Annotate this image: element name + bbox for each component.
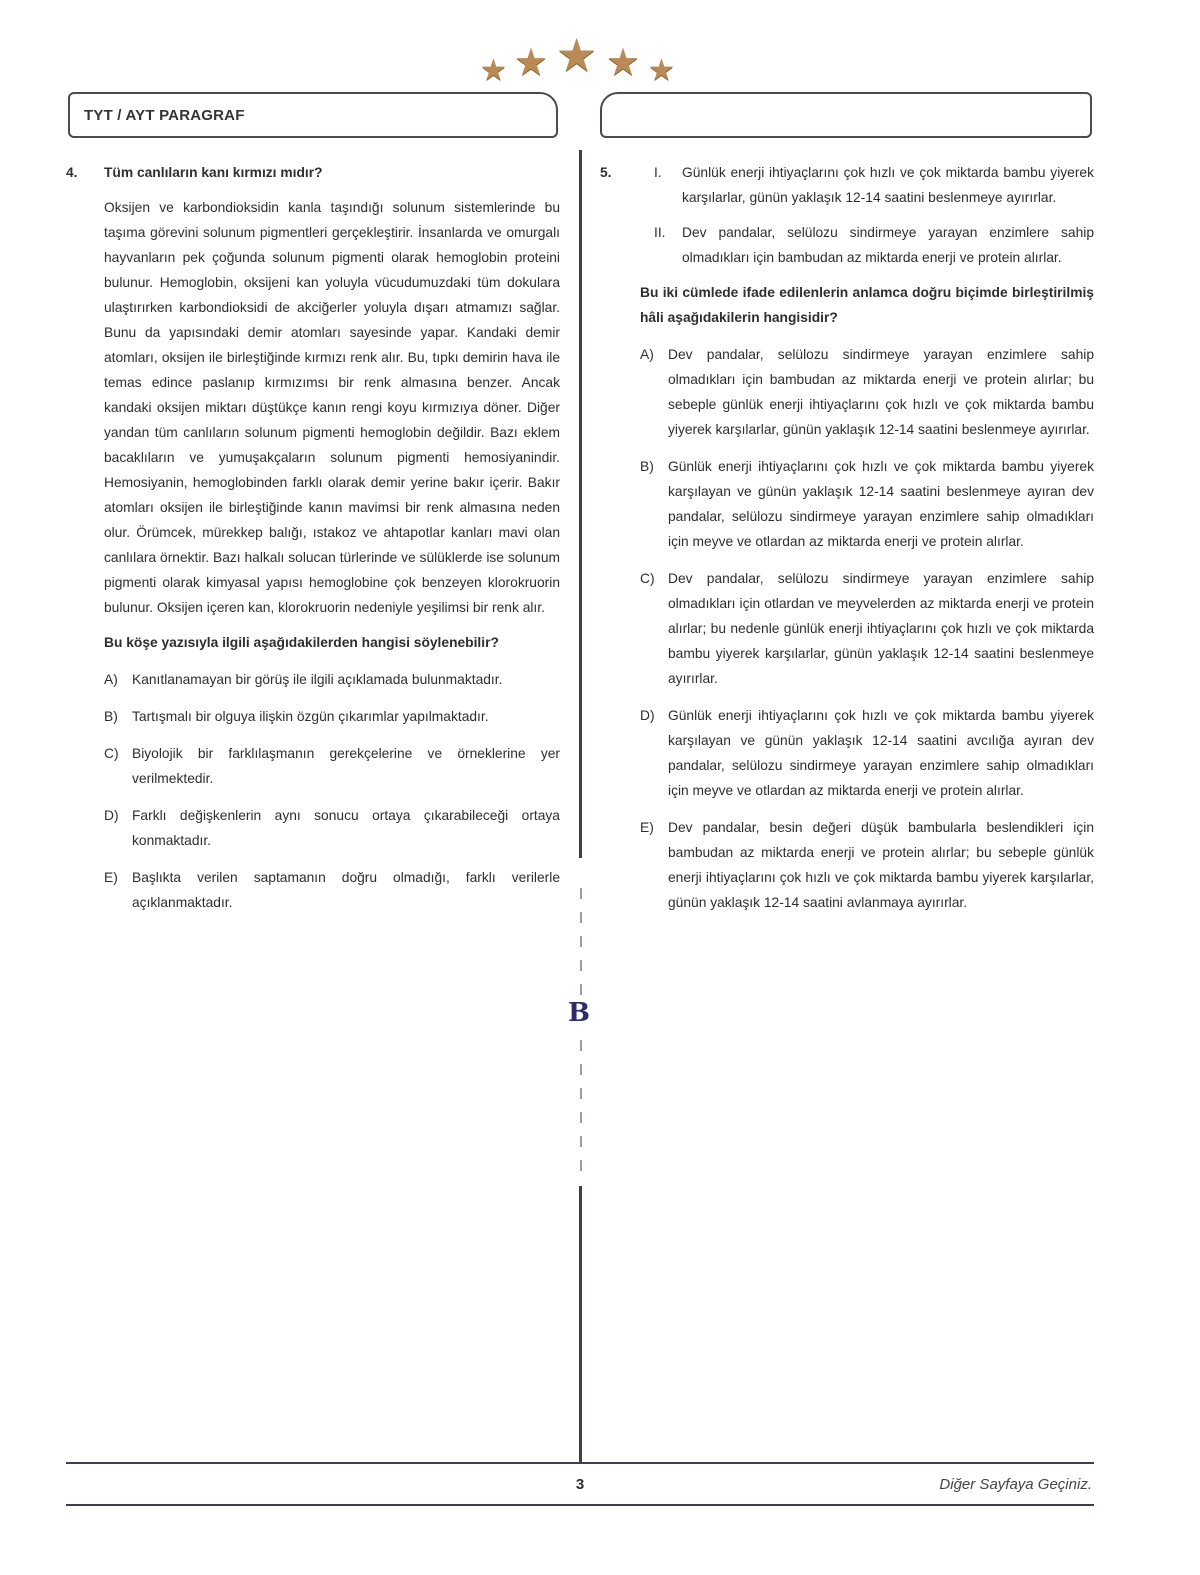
question-stem: Bu köşe yazısıyla ilgili aşağıdakilerden hangisi söylenebilir? xyxy=(104,635,499,650)
column-divider xyxy=(579,150,582,858)
statement-number: II. xyxy=(654,225,666,240)
answer-option-d[interactable] xyxy=(104,803,560,853)
next-page-note: Diğer Sayfaya Geçiniz. xyxy=(939,1476,1092,1493)
answer-option-b[interactable] xyxy=(104,704,560,729)
option-letter: B) xyxy=(640,459,654,474)
option-text: Biyolojik bir farklılaşmanın gerekçelerine ve örneklerine yer verilmektedir. xyxy=(132,746,560,786)
divider-dash xyxy=(580,912,582,923)
answer-option-e[interactable] xyxy=(640,815,1094,915)
divider-dash xyxy=(580,1040,582,1051)
header-stars xyxy=(480,29,680,87)
footer-rule xyxy=(66,1504,1094,1506)
option-text: Tartışmalı bir olguya ilişkin özgün çıkarımlar yapılmaktadır. xyxy=(132,709,489,724)
option-text: Günlük enerji ihtiyaçlarını çok hızlı ve çok miktarda bambu yiyerek karşılayan ve günün yaklaşık 12-14 saatini avcılığa ayıran dev pandalar, selülozu sindirmeye yarayan enzimlere sahip olmadıkları için meyve ve otlardan az miktarda enerji ve protein alırlar. xyxy=(668,708,1094,798)
option-text: Dev pandalar, besin değeri düşük bambularla beslendikleri için bambudan az miktarda enerji ve protein alırlar; bu sebeple günlük enerji ihtiyaçlarını çok hızlı ve çok miktarda bambu yiyerek karşılarlar, günün yaklaşık 12-14 saatini avlanmaya ayırırlar. xyxy=(668,820,1094,910)
option-text: Dev pandalar, selülozu sindirmeye yarayan enzimlere sahip olmadıkları için otlardan ve meyvelerden az miktarda enerji ve protein alırlar; bu nedenle günlük enerji ihtiyaçlarını çok hızlı ve çok miktarda bambu yiyerek karşılarlar, günün yaklaşık 12-14 saatini beslenmeye ayırırlar. xyxy=(668,571,1094,686)
bookmark-logo-icon: B xyxy=(568,998,590,1028)
option-letter: D) xyxy=(104,808,119,823)
statement-number: I. xyxy=(654,165,662,180)
answer-option-a[interactable] xyxy=(104,667,560,692)
option-letter: E) xyxy=(640,820,654,835)
divider-dash xyxy=(580,1064,582,1075)
option-letter: A) xyxy=(104,672,118,687)
question-5 xyxy=(600,160,1094,927)
divider-dash xyxy=(580,960,582,971)
option-letter: B) xyxy=(104,709,118,724)
answer-options xyxy=(104,667,560,915)
option-letter: C) xyxy=(640,571,655,586)
reading-paragraph: Oksijen ve karbondioksidin kanla taşındığı solunum sistemlerinde bu taşıma görevini solunum pigmentleri gerçekleştirir. İnsanlarda ve omurgalı hayvanların pek çoğunda solunum pigmenti olarak hemoglobin proteini bulunur. Hemoglobin, oksijeni kan yoluyla vücudumuzdaki tüm dokulara ulaştırırken karbondioksidi de akciğerler yoluyla dışarı atmamızı sağlar. Bunu da yapısındaki demir atomları sayesinde yapar. Kandaki demir atomları, oksijen ile birleştiğinde kırmızı renk alır. Bu, tıpkı demirin hava ile temas edince paslanıp kırmızımsı bir renk almasına benzer. Ancak kandaki oksijen miktarı düştükçe kanın rengi koyu kırmızıya döner. Diğer yandan tüm canlıların solunum pigmenti hemoglobin değildir. Bazı eklem bacaklıların ve yumuşakçaların solunum pigmenti hemosiyanindir. Hemosiyanin, hemoglobinden farklı olarak demir yerine bakır içerir. Bakır atomları oksijen ile birleştiğinde kanın mavimsi bir renk almasına neden olur. Örümcek, mürekkep balığı, ıstakoz ve ahtapotlar kanları mavi olan canlılara örnektir. Bazı halkalı solucan türlerinde ve sülüklerde ise solunum pigmenti olarak kimyasal yapısı hemoglobine çok benzeyen klorokruorin bulunur. Oksijen içeren kan, klorokruorin nedeniyle yeşilimsi bir renk alır. xyxy=(104,200,560,615)
divider-dash xyxy=(580,1088,582,1099)
column-divider xyxy=(579,1186,582,1463)
footer-rule xyxy=(66,1462,1094,1464)
question-number: 5. xyxy=(600,165,612,180)
answer-options xyxy=(640,342,1094,915)
page-number: 3 xyxy=(575,1476,585,1493)
answer-option-e[interactable] xyxy=(104,865,560,915)
answer-option-c[interactable] xyxy=(640,566,1094,691)
statement-item xyxy=(640,160,1094,210)
statement-text: Günlük enerji ihtiyaçlarını çok hızlı ve çok miktarda bambu yiyerek karşılarlar, günün yaklaşık 12-14 saatini beslenmeye ayırırlar. xyxy=(682,165,1094,205)
question-body xyxy=(104,160,560,915)
section-header-right xyxy=(600,92,1092,138)
question-number: 4. xyxy=(66,165,78,180)
section-title: TYT / AYT PARAGRAF xyxy=(84,107,245,124)
option-letter: D) xyxy=(640,708,655,723)
option-text: Başlıkta verilen saptamanın doğru olmadığı, farklı verilerle açıklanmaktadır. xyxy=(132,870,560,910)
star-icon: ★ xyxy=(606,42,641,84)
option-letter: C) xyxy=(104,746,119,761)
question-4 xyxy=(66,160,560,927)
statement-text: Dev pandalar, selülozu sindirmeye yarayan enzimlere sahip olmadıkları için bambudan az miktarda enerji ve protein alırlar. xyxy=(682,225,1094,265)
answer-option-c[interactable] xyxy=(104,741,560,791)
question-stem: Bu iki cümlede ifade edilenlerin anlamca doğru biçimde birleştirilmiş hâli aşağıdakilerin hangisidir? xyxy=(640,285,1094,325)
statement-list xyxy=(640,160,1094,270)
star-icon: ★ xyxy=(648,54,675,87)
star-icon: ★ xyxy=(556,29,598,81)
option-letter: A) xyxy=(640,347,654,362)
option-text: Dev pandalar, selülozu sindirmeye yarayan enzimlere sahip olmadıkları için bambudan az miktarda enerji ve protein alırlar; bu sebeple günlük enerji ihtiyaçlarını çok hızlı ve çok miktarda bambu yiyerek karşılarlar, günün yaklaşık 12-14 saatini beslenmeye ayırırlar. xyxy=(668,347,1094,437)
statement-item xyxy=(640,220,1094,270)
divider-dash xyxy=(580,936,582,947)
option-text: Kanıtlanamayan bir görüş ile ilgili açıklamada bulunmaktadır. xyxy=(132,672,503,687)
question-body xyxy=(640,160,1094,915)
section-header-left xyxy=(68,92,558,138)
option-text: Günlük enerji ihtiyaçlarını çok hızlı ve çok miktarda bambu yiyerek karşılayan ve günün yaklaşık 12-14 saatini beslenmeye ayıran dev pandalar, selülozu sindirmeye yarayan enzimlere sahip olmadıkları için meyve ve otlardan az miktarda enerji ve protein alırlar. xyxy=(668,459,1094,549)
divider-dash xyxy=(580,1112,582,1123)
star-icon: ★ xyxy=(514,42,549,84)
divider-dash xyxy=(580,1160,582,1171)
divider-dash xyxy=(580,1136,582,1147)
question-title: Tüm canlıların kanı kırmızı mıdır? xyxy=(104,165,323,180)
answer-option-a[interactable] xyxy=(640,342,1094,442)
divider-dash xyxy=(580,888,582,899)
answer-option-d[interactable] xyxy=(640,703,1094,803)
answer-option-b[interactable] xyxy=(640,454,1094,554)
option-letter: E) xyxy=(104,870,118,885)
option-text: Farklı değişkenlerin aynı sonucu ortaya çıkarabileceği ortaya konmaktadır. xyxy=(132,808,560,848)
divider-dash xyxy=(580,984,582,995)
star-icon: ★ xyxy=(480,54,507,87)
